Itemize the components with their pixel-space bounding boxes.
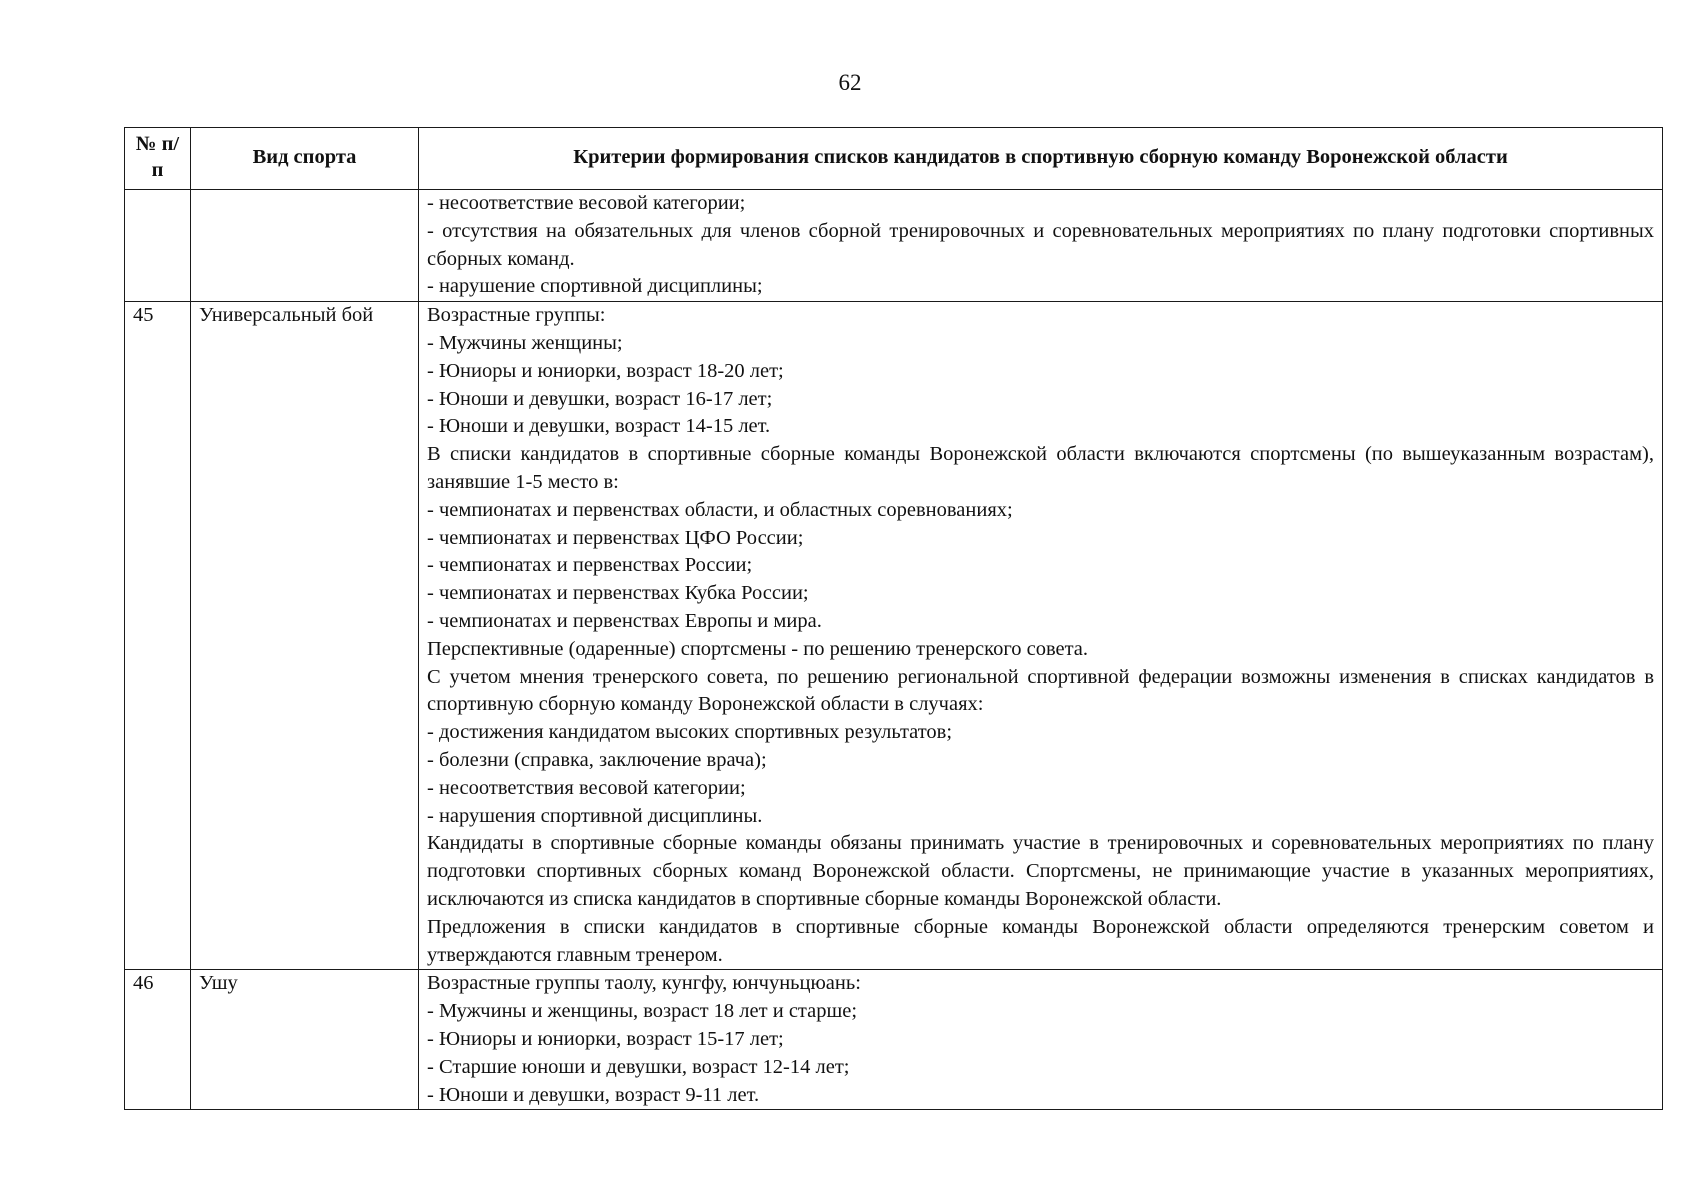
- column-header-criteria: Критерии формирования списков кандидатов в спортивную сборную команду Воронежской области: [419, 128, 1663, 190]
- table-header-row: [125, 128, 1663, 190]
- criteria-line: Возрастные группы таолу, кунгфу, юнчуньцюань:: [427, 972, 861, 995]
- criteria-line: - достижения кандидатом высоких спортивных результатов;: [427, 721, 953, 744]
- criteria-line: Возрастные группы:: [427, 304, 606, 327]
- criteria-line: - несоответствия весовой категории;: [427, 776, 746, 799]
- row-number-cell: 46: [125, 970, 191, 1110]
- table-row: [125, 190, 1663, 302]
- criteria-line: - Юноши и девушки, возраст 16-17 лет;: [427, 387, 773, 410]
- criteria-cell: [419, 302, 1663, 970]
- criteria-cell: [419, 970, 1663, 1110]
- criteria-line: - Мужчины женщины;: [427, 331, 623, 354]
- criteria-line: - отсутствия на обязательных для членов сборной тренировочных и соревновательных мероприятиях по плану подготовки спортивных сборных команд.: [427, 219, 1654, 270]
- criteria-line: - Юниоры и юниорки, возраст 15-17 лет;: [427, 1027, 784, 1050]
- criteria-line: - несоответствие весовой категории;: [427, 192, 746, 214]
- table-row: [125, 302, 1663, 970]
- criteria-line: Перспективные (одаренные) спортсмены - по решению тренерского совета.: [427, 637, 1089, 660]
- table-body: [125, 190, 1663, 1110]
- criteria-line: - чемпионатах и первенствах России;: [427, 554, 753, 577]
- column-header-sport: Вид спорта: [191, 128, 419, 190]
- criteria-line: - чемпионатах и первенствах ЦФО России;: [427, 526, 804, 549]
- row-number-cell: 45: [125, 302, 191, 970]
- criteria-line: - чемпионатах и первенствах Европы и мира.: [427, 609, 822, 632]
- criteria-line: - Юниоры и юниорки, возраст 18-20 лет;: [427, 359, 784, 382]
- criteria-line: С учетом мнения тренерского совета, по решению региональной спортивной федерации возможны изменения в списках кандидатов в спортивную сборную команду Воронежской области в случаях:: [427, 665, 1654, 716]
- criteria-line: В списки кандидатов в спортивные сборные команды Воронежской области включаются спортсмены (по вышеуказанным возрастам), занявшие 1-5 место в:: [427, 443, 1654, 493]
- criteria-line: Предложения в списки кандидатов в спортивные сборные команды Воронежской области определяются тренерским советом и утверждаются главным тренером.: [427, 915, 1654, 966]
- criteria-line: - Мужчины и женщины, возраст 18 лет и старше;: [427, 1000, 858, 1023]
- column-header-number: № п/п: [125, 128, 191, 190]
- criteria-table: [124, 127, 1663, 1110]
- criteria-line: - болезни (справка, заключение врача);: [427, 748, 767, 771]
- sport-name-cell: [191, 190, 419, 302]
- sport-name-cell: Ушу: [191, 970, 419, 1110]
- sport-name-cell: Универсальный бой: [191, 302, 419, 970]
- criteria-line: - Юноши и девушки, возраст 14-15 лет.: [427, 415, 771, 438]
- criteria-line: - нарушения спортивной дисциплины.: [427, 804, 763, 827]
- criteria-line: - чемпионатах и первенствах Кубка России;: [427, 582, 809, 605]
- criteria-line: - Старшие юноши и девушки, возраст 12-14 лет;: [427, 1055, 850, 1078]
- table-row: [125, 970, 1663, 1110]
- criteria-line: - Юноши и девушки, возраст 9-11 лет.: [427, 1083, 760, 1106]
- row-number-cell: [125, 190, 191, 302]
- criteria-cell: [419, 190, 1663, 302]
- criteria-line: - нарушение спортивной дисциплины;: [427, 275, 763, 298]
- criteria-line: - чемпионатах и первенствах области, и областных соревнованиях;: [427, 498, 1013, 521]
- criteria-line: Кандидаты в спортивные сборные команды обязаны принимать участие в тренировочных и соревновательных мероприятиях по плану подготовки спортивных сборных команд Воронежской области. Спортсмены, не принимающие участие в указанных мероприятиях, исключаются из списка кандидатов в спортивные сборные команды Воронежской области.: [427, 832, 1654, 910]
- page-number: 62: [838, 70, 862, 95]
